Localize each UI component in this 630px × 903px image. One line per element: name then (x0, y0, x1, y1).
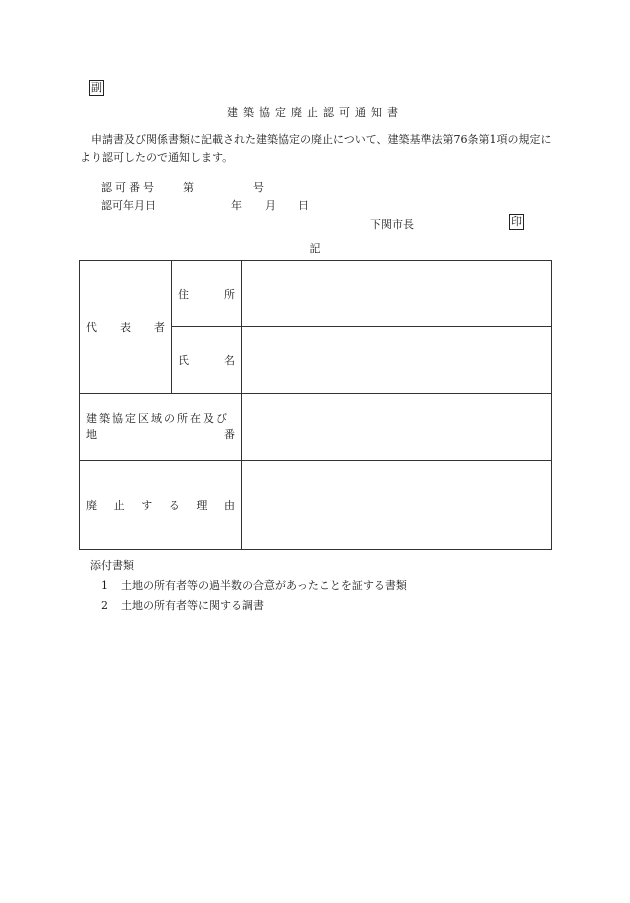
permit-date-year: 年 (231, 199, 242, 212)
copy-mark (89, 80, 104, 96)
label-char: る (168, 499, 180, 512)
name-value-cell[interactable] (242, 327, 552, 394)
seal-mark (509, 214, 524, 230)
address-label (178, 286, 235, 302)
address-label-cell (172, 261, 242, 327)
name-label-cell (172, 327, 242, 394)
reason-label (86, 497, 235, 513)
attachment-number: 1 (101, 579, 108, 592)
label-char: 止 (113, 499, 125, 512)
attachment-number: 2 (101, 599, 108, 612)
representative-label (86, 319, 165, 335)
permit-number-label: 認可番号 (101, 181, 157, 194)
label-char: 所 (224, 287, 235, 301)
reason-value-cell[interactable] (242, 461, 552, 550)
attachment-text: 土地の所有者等に関する調書 (121, 599, 264, 612)
label-char: 廃 (86, 499, 97, 512)
permit-date-month: 月 (265, 199, 276, 212)
permit-date-day: 日 (298, 199, 309, 212)
copy-mark-box: 副 (91, 81, 102, 94)
permit-number-suffix: 号 (253, 181, 264, 194)
area-label (86, 411, 235, 443)
reason-label-cell (80, 461, 242, 550)
label-char: す (141, 499, 153, 512)
area-label-cell (80, 394, 242, 461)
label-char: 者 (154, 321, 165, 334)
record-table (79, 260, 552, 550)
label-char: 表 (120, 321, 131, 334)
area-label-ban: 番 (224, 428, 235, 441)
document-title: 建築協定廃止認可通知書 (227, 106, 403, 119)
label-char: 氏 (178, 354, 189, 367)
ki-heading: 記 (309, 242, 321, 255)
label-char: 理 (196, 499, 208, 512)
address-value-cell[interactable] (242, 261, 552, 327)
label-char: 代 (86, 321, 97, 334)
permit-number-prefix: 第 (183, 181, 194, 194)
representative-label-cell (80, 261, 172, 394)
area-value-cell[interactable] (242, 394, 552, 461)
seal-box: 印 (511, 215, 522, 228)
permit-date-label: 認可年月日 (101, 199, 156, 212)
name-label (178, 352, 235, 368)
attachment-text: 土地の所有者等の過半数の合意があったことを証する書類 (121, 579, 407, 592)
body-text: 申請書及び関係書類に記載された建築協定の廃止について、建築基準法第76条第1項の規定により認可したので通知します。 (80, 133, 552, 164)
area-label-line2 (86, 427, 235, 443)
attachment-item (101, 597, 264, 613)
label-char: 住 (178, 287, 189, 301)
issuer-name: 下関市長 (370, 218, 414, 231)
attachments-heading: 添付書類 (90, 559, 134, 572)
label-char: 名 (224, 354, 235, 367)
label-char: 由 (223, 499, 235, 512)
area-label-chi: 地 (86, 428, 97, 441)
attachment-item (101, 577, 407, 593)
area-label-line1: 建築協定区域の所在及び (86, 412, 229, 425)
